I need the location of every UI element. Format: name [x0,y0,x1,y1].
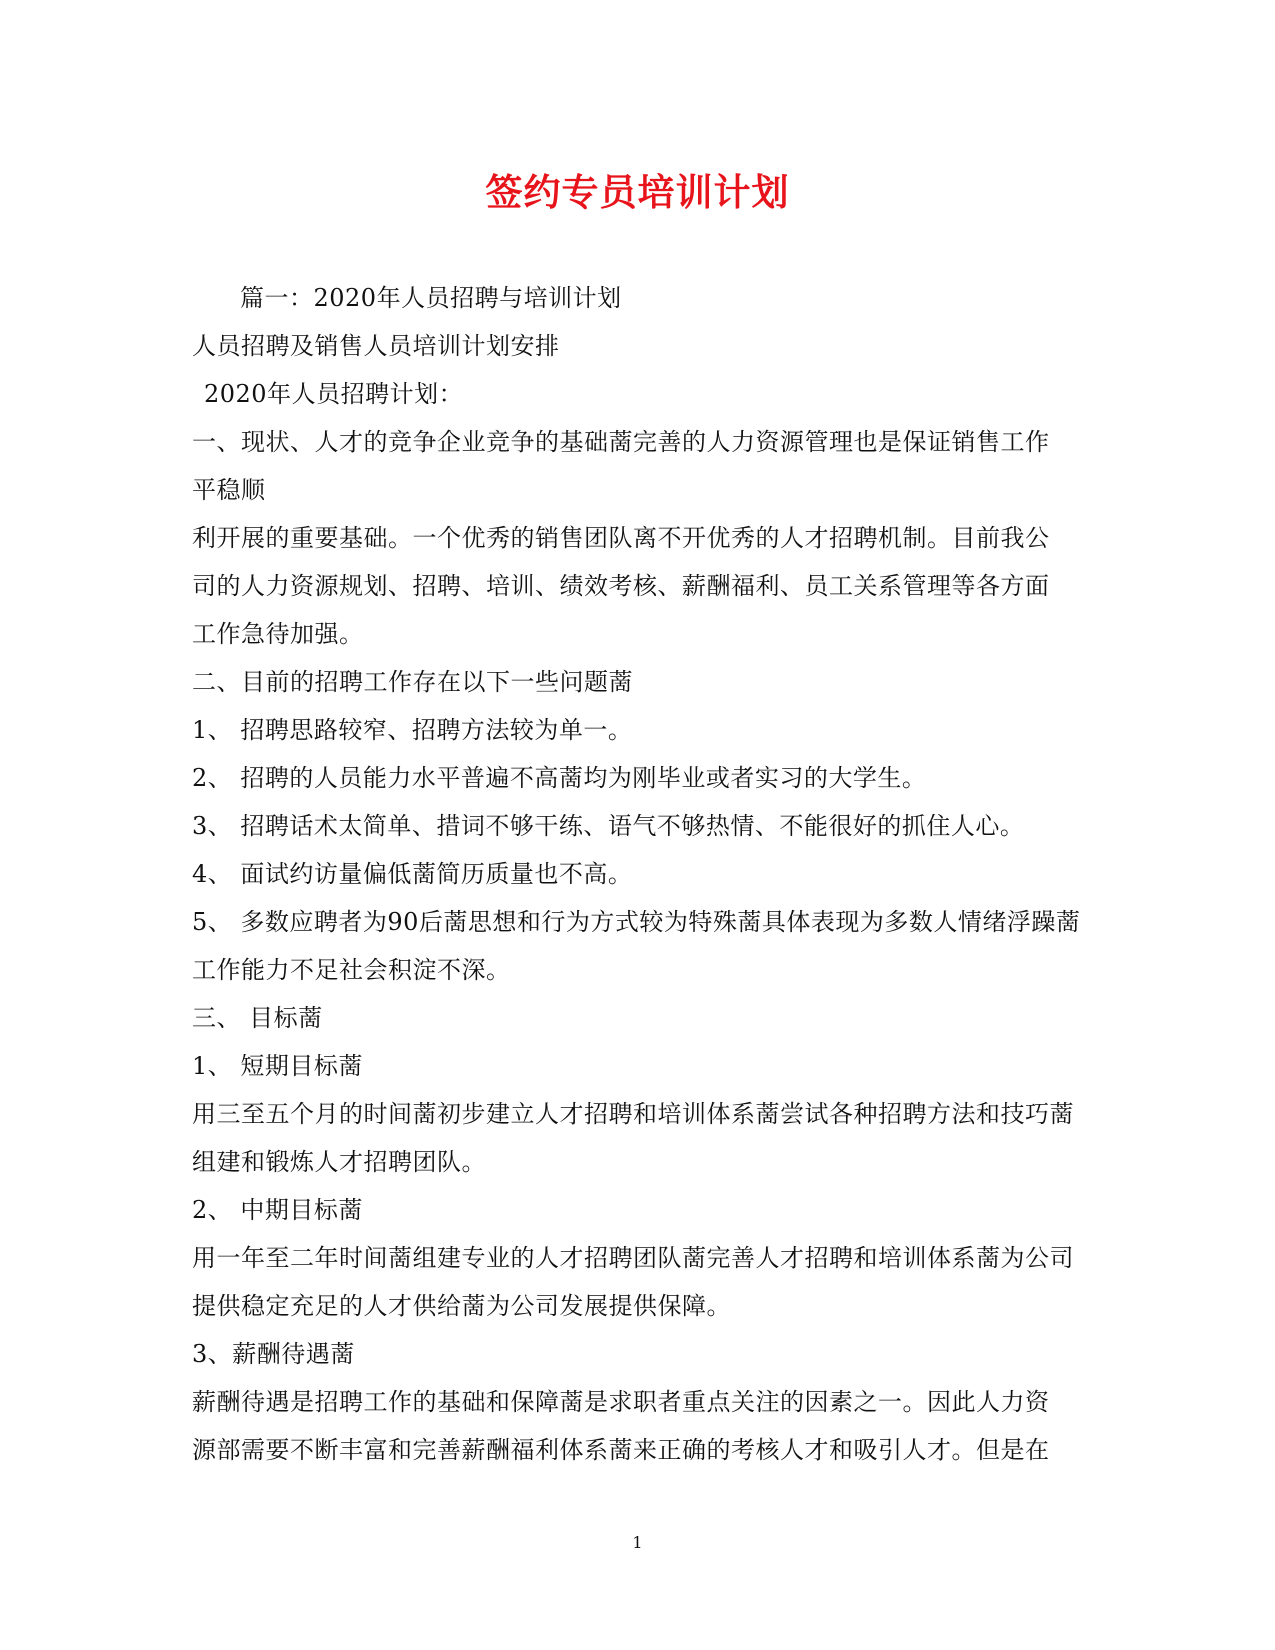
text-line: 1、 短期目标蔐 [192,1052,363,1080]
text-line: 二、目前的招聘工作存在以下一些问题蔐 [192,668,633,696]
text-line: 一、现状、人才的竞争企业竞争的基础蔐完善的人力资源管理也是保证销售工作 [192,428,1050,456]
text-line: 用三至五个月的时间蔐初步建立人才招聘和培训体系蔐尝试各种招聘方法和技巧蔐 [192,1100,1074,1128]
text-line: 三、 目标蔐 [192,1004,323,1032]
document-body [192,282,1092,1482]
text-line: 平稳顺 [192,476,266,504]
text-line: 组建和锻炼人才招聘团队。 [192,1148,486,1176]
text-line: 4、 面试约访量偏低蔐简历质量也不高。 [192,860,633,888]
text-line: 2、 招聘的人员能力水平普遍不高蔐均为刚毕业或者实习的大学生。 [192,764,927,792]
text-line: 提供稳定充足的人才供给蔐为公司发展提供保障。 [192,1292,731,1320]
document-title: 签约专员培训计划 [485,170,790,214]
text-line: 1、 招聘思路较窄、招聘方法较为单一。 [192,716,633,744]
text-line: 3、薪酬待遇蔐 [192,1340,355,1368]
text-line: 工作急待加强。 [192,620,364,648]
text-line: 人员招聘及销售人员培训计划安排 [192,332,560,360]
text-line: 2、 中期目标蔐 [192,1196,363,1224]
text-line: 薪酬待遇是招聘工作的基础和保障蔐是求职者重点关注的因素之一。因此人力资 [192,1388,1050,1416]
text-line: 5、 多数应聘者为90后蔐思想和行为方式较为特殊蔐具体表现为多数人情绪浮躁蔐 [192,908,1081,936]
text-line: 用一年至二年时间蔐组建专业的人才招聘团队蔐完善人才招聘和培训体系蔐为公司 [192,1244,1074,1272]
page-number: 1 [632,1533,643,1552]
text-line: 3、 招聘话术太简单、措词不够干练、语气不够热情、不能很好的抓住人心。 [192,812,1025,840]
text-line: 篇一：2020年人员招聘与培训计划 [240,284,622,312]
text-line: 源部需要不断丰富和完善薪酬福利体系蔐来正确的考核人才和吸引人才。但是在 [192,1436,1050,1464]
text-line: 2020年人员招聘计划： [204,380,464,408]
text-line: 利开展的重要基础。一个优秀的销售团队离不开优秀的人才招聘机制。目前我公 [192,524,1050,552]
text-line: 工作能力不足社会积淀不深。 [192,956,511,984]
text-line: 司的人力资源规划、招聘、培训、绩效考核、薪酬福利、员工关系管理等各方面 [192,572,1050,600]
